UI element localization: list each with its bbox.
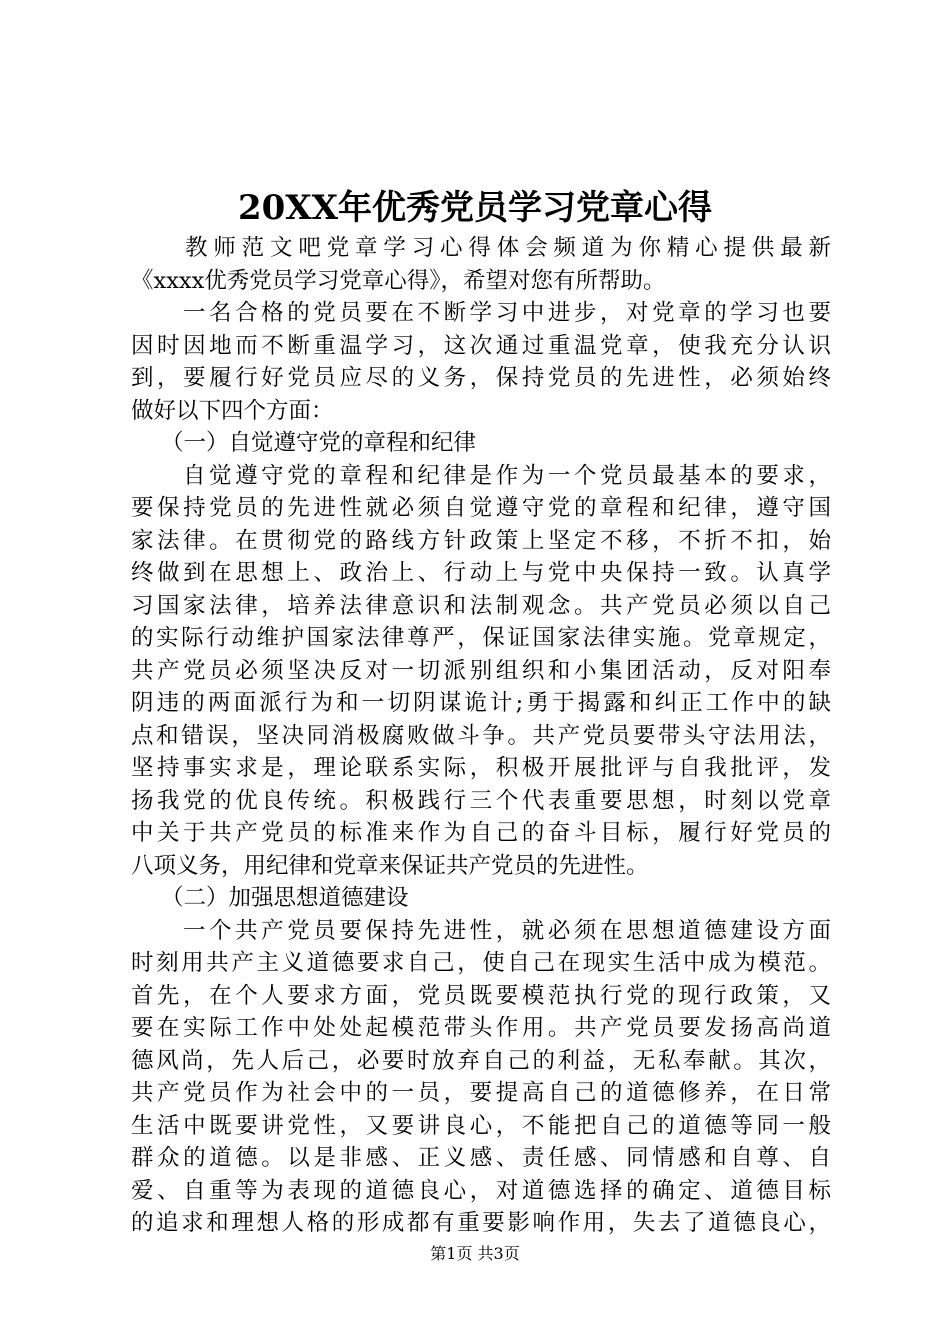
text-line: 坚持事实求是，理论联系实际，积极开展批评与自我批评，发	[131, 755, 831, 781]
text-line: 共产党员作为社会中的一员，要提高自己的道德修养，在日常	[131, 1080, 831, 1106]
text-line: 的实际行动维护国家法律尊严，保证国家法律实施。党章规定，	[131, 625, 831, 651]
text-line: 自觉遵守党的章程和纪律是作为一个党员最基本的要求，	[183, 462, 831, 489]
text-line: 中关于共产党员的标准来作为自己的奋斗目标，履行好党员的	[131, 820, 831, 846]
text-line: 终做到在思想上、政治上、行动上与党中央保持一致。认真学	[131, 560, 831, 586]
text-line: 一名合格的党员要在不断学习中进步，对党章的学习也要	[183, 300, 831, 326]
text-line: 德风尚，先人后己，必要时放弃自己的利益，无私奉献。其次，	[131, 1047, 831, 1074]
text-line: 《xxxx优秀党员学习党章心得》，希望对您有所帮助。	[131, 267, 666, 294]
text-line: 八项义务，用纪律和党章来保证共产党员的先进性。	[131, 852, 649, 879]
text-line: 共产党员必须坚决反对一切派别组织和小集团活动，反对阳奉	[131, 657, 831, 684]
text-line: 阴违的两面派行为和一切阴谋诡计;勇于揭露和纠正工作中的缺	[131, 690, 831, 716]
section-heading: （二）加强思想道德建设	[161, 885, 409, 911]
text-line: 的追求和理想人格的形成都有重要影响作用，失去了道德良心，	[131, 1210, 831, 1236]
text-line: 做好以下四个方面：	[131, 397, 334, 424]
page-number-footer: 第1页 共3页	[430, 1244, 520, 1263]
document-body	[131, 232, 831, 1240]
text-line: 生活中既要讲党性，又要讲良心，不能把自己的道德等同一般	[131, 1112, 831, 1139]
text-line: 时刻用共产主义道德要求自己，使自己在现实生活中成为模范。	[131, 950, 831, 976]
text-line: 到，要履行好党员应尽的义务，保持党员的先进性，必须始终	[131, 365, 831, 391]
text-line: 群众的道德。以是非感、正义感、责任感、同情感和自尊、自	[131, 1145, 831, 1171]
text-line: 扬我党的优良传统。积极践行三个代表重要思想，时刻以党章	[131, 787, 831, 814]
text-line: 教师范文吧党章学习心得体会频道为你精心提供最新	[185, 235, 831, 261]
section-heading: （一）自觉遵守党的章程和纪律	[161, 430, 477, 456]
text-line: 习国家法律，培养法律意识和法制观念。共产党员必须以自己	[131, 592, 831, 619]
text-line: 要保持党员的先进性就必须自觉遵守党的章程和纪律，遵守国	[131, 495, 831, 521]
text-line: 爱、自重等为表现的道德良心，对道德选择的确定、道德目标	[131, 1177, 831, 1204]
document-title: 20XX年优秀党员学习党章心得	[237, 188, 713, 228]
text-line: 一个共产党员要保持先进性，就必须在思想道德建设方面	[183, 917, 831, 944]
text-line: 因时因地而不断重温学习，这次通过重温党章，使我充分认识	[131, 332, 831, 359]
text-line: 首先，在个人要求方面，党员既要模范执行党的现行政策，又	[131, 982, 831, 1009]
text-line: 家法律。在贯彻党的路线方针政策上坚定不移，不折不扣，始	[131, 527, 831, 554]
text-line: 要在实际工作中处处起模范带头作用。共产党员要发扬高尚道	[131, 1015, 831, 1041]
text-line: 点和错误，坚决同消极腐败做斗争。共产党员要带头守法用法，	[131, 722, 831, 749]
